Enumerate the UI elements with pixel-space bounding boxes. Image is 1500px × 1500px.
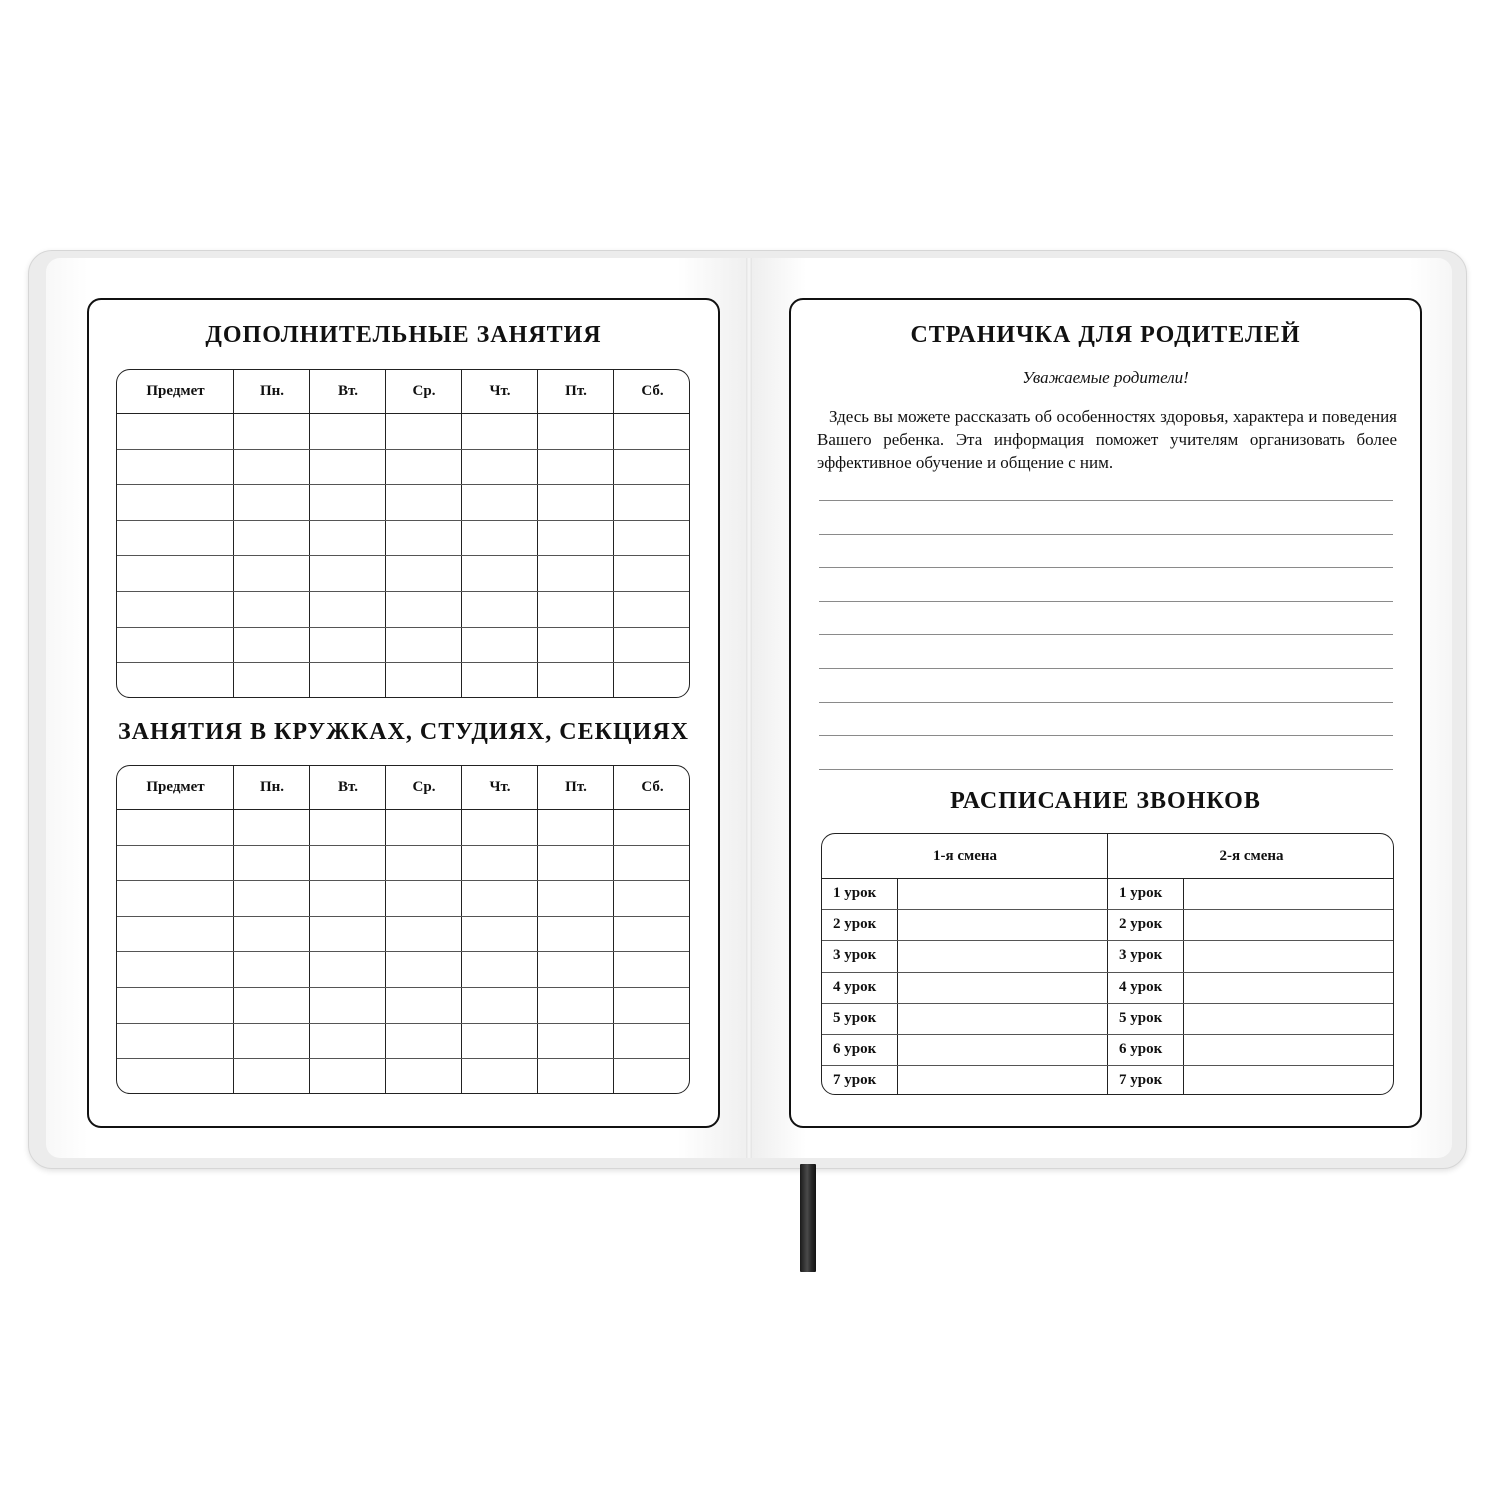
clubs-table-header-cell: Ср. — [412, 779, 436, 795]
extra-table-header-cell: Чт. — [489, 383, 511, 399]
writing-line — [819, 769, 1393, 770]
clubs-table-column-divider — [309, 766, 310, 1093]
extra-table-header-cell: Сб. — [641, 383, 664, 399]
extra-table-header-cell: Предмет — [146, 383, 205, 399]
clubs-table-header-cell: Предмет — [146, 779, 205, 795]
bell-schedule-title: РАСПИСАНИЕ ЗВОНКОВ — [950, 788, 1261, 814]
writing-line — [819, 567, 1393, 568]
clubs-table-row-line — [117, 1058, 689, 1059]
extra-table-header-cell: Вт. — [338, 383, 358, 399]
extra-table-column-divider — [461, 370, 462, 697]
clubs-table-header-cell: Пт. — [565, 779, 587, 795]
bells-row-line — [822, 1034, 1393, 1035]
shift-2-lesson-label: 6 урок — [1119, 1041, 1163, 1057]
bell-schedule-table — [821, 833, 1394, 1095]
shift-2-lesson-label: 7 урок — [1119, 1072, 1163, 1089]
shift-1-lesson-label: 3 урок — [833, 947, 877, 964]
bells-row-line — [822, 1003, 1393, 1004]
extra-table-header-divider — [117, 413, 689, 414]
shift-1-lesson-label: 2 урок — [833, 916, 877, 933]
shift-2-header: 2-я смена — [1219, 848, 1284, 864]
notebook-spine — [746, 258, 752, 1158]
extra-table-row-line — [117, 484, 689, 485]
clubs-table-row-line — [117, 880, 689, 881]
clubs-table-row-line — [117, 987, 689, 988]
writing-line — [819, 500, 1393, 501]
parents-intro-text: Здесь вы можете рассказать об особенностях здоровья, характера и поведения Вашего ребенка. Эта информация поможет учителям организовать более эффективное обучение и общение с ним. — [817, 407, 1397, 472]
clubs-table-row-line — [117, 1023, 689, 1024]
shift-1-lesson-label: 7 урок — [833, 1072, 877, 1089]
parents-page-title: СТРАНИЧКА ДЛЯ РОДИТЕЛЕЙ — [910, 322, 1301, 348]
clubs-table-header-cell: Пн. — [259, 779, 285, 795]
extra-classes-title: ДОПОЛНИТЕЛЬНЫЕ ЗАНЯТИЯ — [205, 322, 602, 348]
shift-1-lesson-label: 4 урок — [833, 978, 877, 995]
writing-line — [819, 601, 1393, 602]
shift-2-lesson-label: 3 урок — [1119, 947, 1163, 964]
extra-table-row-line — [117, 662, 689, 663]
clubs-table-row-line — [117, 916, 689, 917]
shift-2-lesson-label: 2 урок — [1119, 916, 1163, 933]
clubs-table-row-line — [117, 951, 689, 952]
extra-table-row-line — [117, 591, 689, 592]
clubs-table-header-cell: Чт. — [489, 779, 511, 795]
extra-table-header-cell: Ср. — [412, 383, 436, 399]
clubs-title: ЗАНЯТИЯ В КРУЖКАХ, СТУДИЯХ, СЕКЦИЯХ — [117, 719, 689, 745]
shift-2-lesson-label: 4 урок — [1119, 978, 1163, 995]
extra-table-column-divider — [385, 370, 386, 697]
clubs-table-header-cell: Сб. — [641, 779, 664, 795]
extra-table-column-divider — [309, 370, 310, 697]
writing-line — [819, 668, 1393, 669]
extra-table-column-divider — [613, 370, 614, 697]
clubs-table-column-divider — [613, 766, 614, 1093]
shift-1-header: 1-я смена — [932, 848, 998, 864]
writing-line — [819, 634, 1393, 635]
bells-row-line — [822, 909, 1393, 910]
clubs-table-column-divider — [233, 766, 234, 1093]
extra-table-row-line — [117, 449, 689, 450]
bookmark-ribbon — [800, 1164, 816, 1272]
clubs-table-row-line — [117, 845, 689, 846]
bells-row-line — [822, 972, 1393, 973]
clubs-table — [116, 765, 690, 1094]
extra-table-row-line — [117, 555, 689, 556]
writing-line — [819, 735, 1393, 736]
clubs-table-column-divider — [537, 766, 538, 1093]
bells-row-line — [822, 1065, 1393, 1066]
writing-line — [819, 534, 1393, 535]
shift-1-lesson-label: 1 урок — [833, 885, 877, 901]
extra-classes-table — [116, 369, 690, 698]
extra-table-header-cell: Пн. — [259, 383, 285, 399]
shift-2-lesson-label: 5 урок — [1119, 1009, 1163, 1026]
extra-table-column-divider — [537, 370, 538, 697]
extra-table-column-divider — [233, 370, 234, 697]
extra-table-row-line — [117, 520, 689, 521]
parents-greeting: Уважаемые родители! — [1022, 368, 1189, 387]
extra-table-row-line — [117, 627, 689, 628]
bells-row-line — [822, 940, 1393, 941]
clubs-table-column-divider — [385, 766, 386, 1093]
extra-table-header-cell: Пт. — [565, 383, 587, 399]
writing-line — [819, 702, 1393, 703]
shift-2-lesson-label: 1 урок — [1119, 885, 1163, 901]
shift-1-lesson-label: 5 урок — [833, 1009, 877, 1026]
shift-1-lesson-label: 6 урок — [833, 1041, 877, 1057]
clubs-table-header-cell: Вт. — [338, 779, 358, 795]
clubs-table-header-divider — [117, 809, 689, 810]
clubs-table-column-divider — [461, 766, 462, 1093]
